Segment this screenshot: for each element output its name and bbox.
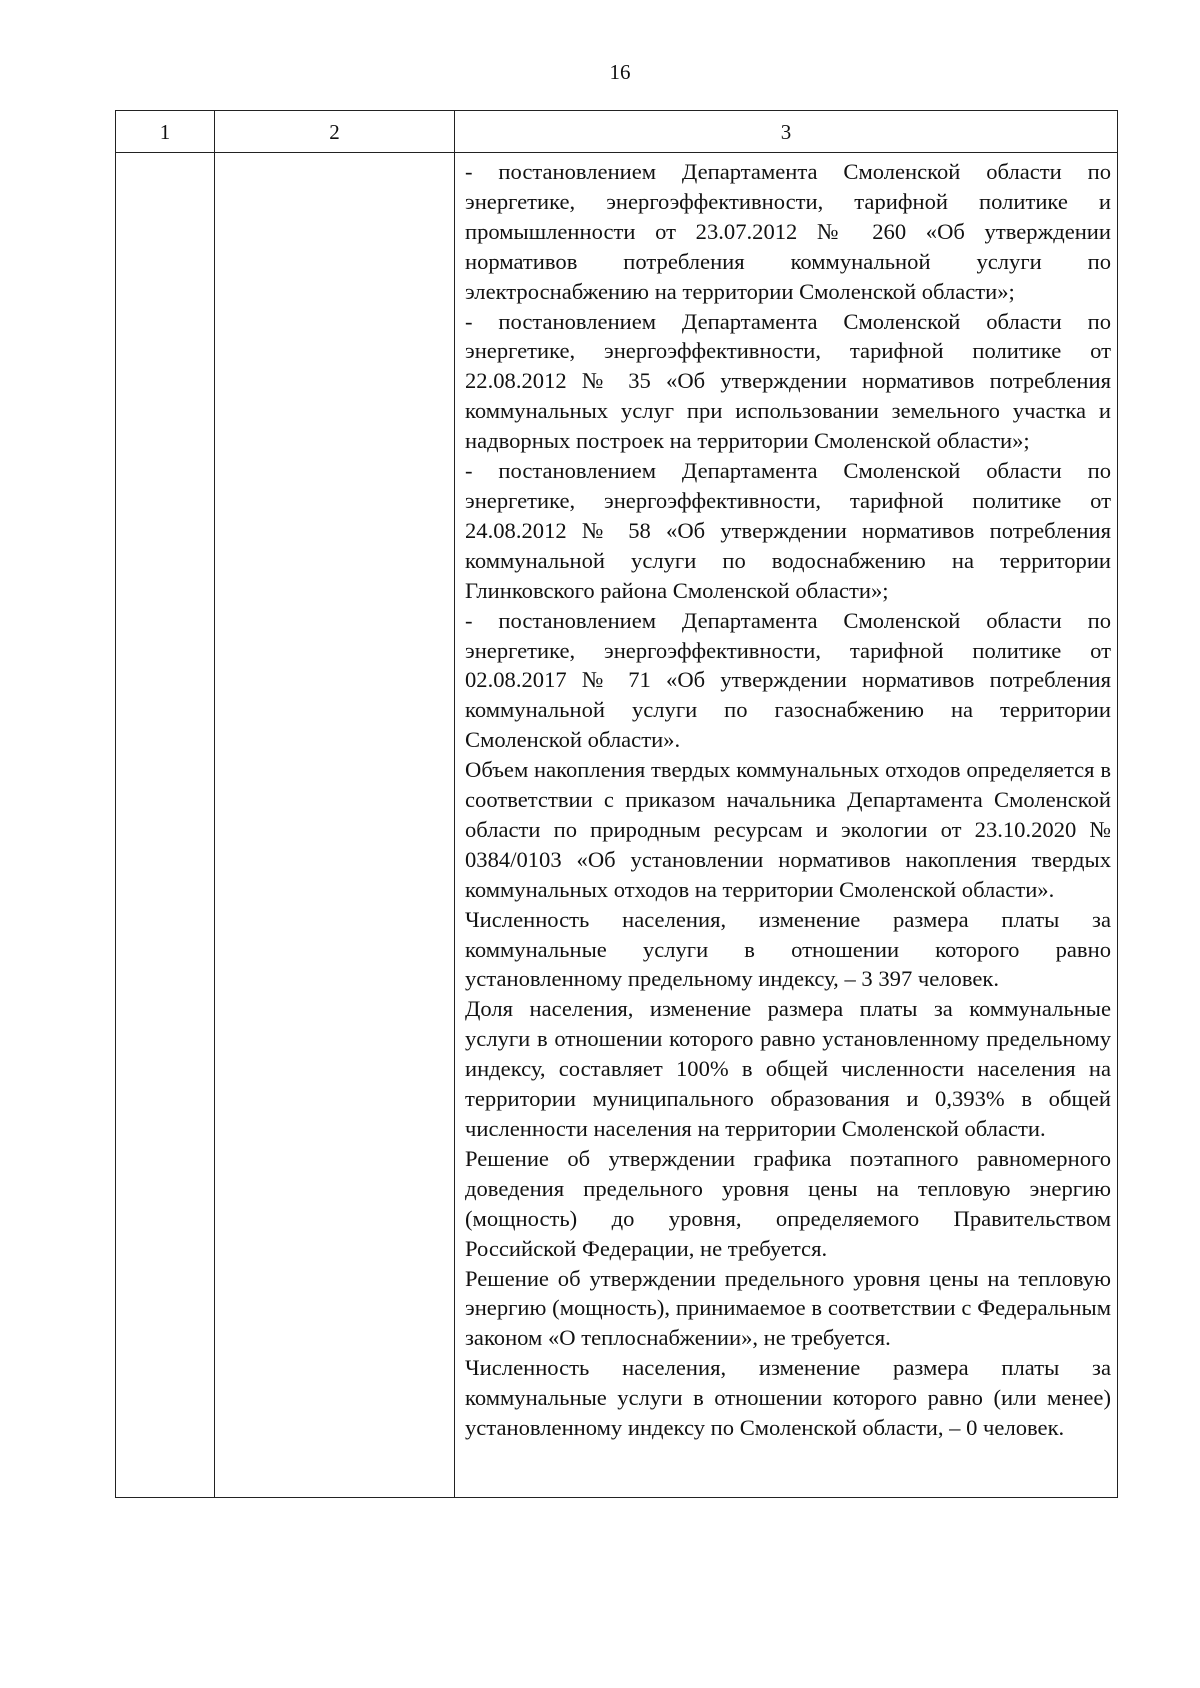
table-cell-col-1	[116, 153, 215, 1498]
column-header-1: 1	[116, 111, 215, 153]
paragraph-population-share: Доля населения, изменение размера платы за коммунальные услуги в отношении которого равно установленному предельному индексу, составляет 100% в общей численности населения на территории муниципального образования и 0,393% в общей численности населения на территории Смоленской области.	[465, 996, 1111, 1141]
paragraph-resolution-water-supply: - постановлением Департамента Смоленской области по энергетике, энергоэффективности, тарифной политике от 24.08.2012 № 58 «Об утверждении нормативов потребления коммунальной услуги по водоснабжению на территории Глинковского района Смоленской области»;	[465, 458, 1111, 603]
paragraph-population-regional-index: Численность населения, изменение размера платы за коммунальные услуги в отношении которого равно (или менее) установленному индексу по Смоленской области, – 0 человек.	[465, 1355, 1111, 1441]
document-table	[115, 110, 1118, 1498]
paragraph-resolution-electricity: - постановлением Департамента Смоленской области по энергетике, энергоэффективности, тарифной политике и промышленности от 23.07.2012 № 260 «Об утверждении нормативов потребления коммунальной услуги по электроснабжению на территории Смоленской области»;	[465, 159, 1111, 304]
paragraph-solid-waste-volume: Объем накопления твердых коммунальных отходов определяется в соответствии с приказом начальника Департамента Смоленской области по природным ресурсам и экологии от 23.10.2020 № 0384/0103 «Об установлении нормативов накопления твердых коммунальных отходов на территории Смоленской области».	[465, 757, 1111, 902]
paragraph-heat-price-schedule: Решение об утверждении графика поэтапного равномерного доведения предельного уровня цены на тепловую энергию (мощность) до уровня, определяемого Правительством Российской Федерации, не требуется.	[465, 1145, 1111, 1261]
column-header-2: 2	[215, 111, 455, 153]
column-header-3: 3	[455, 111, 1118, 153]
paragraph-heat-price-limit: Решение об утверждении предельного уровня цены на тепловую энергию (мощность), принимаемое в соответствии с Федеральным законом «О теплоснабжении», не требуется.	[465, 1265, 1111, 1351]
table-row	[116, 153, 1118, 1498]
paragraph-resolution-gas-supply: - постановлением Департамента Смоленской области по энергетике, энергоэффективности, тарифной политике от 02.08.2017 № 71 «Об утверждении нормативов потребления коммунальной услуги по газоснабжению на территории Смоленской области».	[465, 607, 1111, 753]
paragraph-population-count: Численность населения, изменение размера платы за коммунальные услуги в отношении которого равно установленному предельному индексу, – 3 397 человек.	[465, 906, 1111, 992]
paragraph-resolution-land-plot: - постановлением Департамента Смоленской области по энергетике, энергоэффективности, тарифной политике от 22.08.2012 № 35 «Об утверждении нормативов потребления коммунальных услуг при использовании земельного участка и надворных построек на территории Смоленской области»;	[465, 308, 1111, 454]
table-cell-col-2	[215, 153, 455, 1498]
page-number: 16	[609, 60, 631, 84]
table-cell-col-3	[455, 153, 1118, 1498]
table-header-row	[116, 111, 1118, 153]
